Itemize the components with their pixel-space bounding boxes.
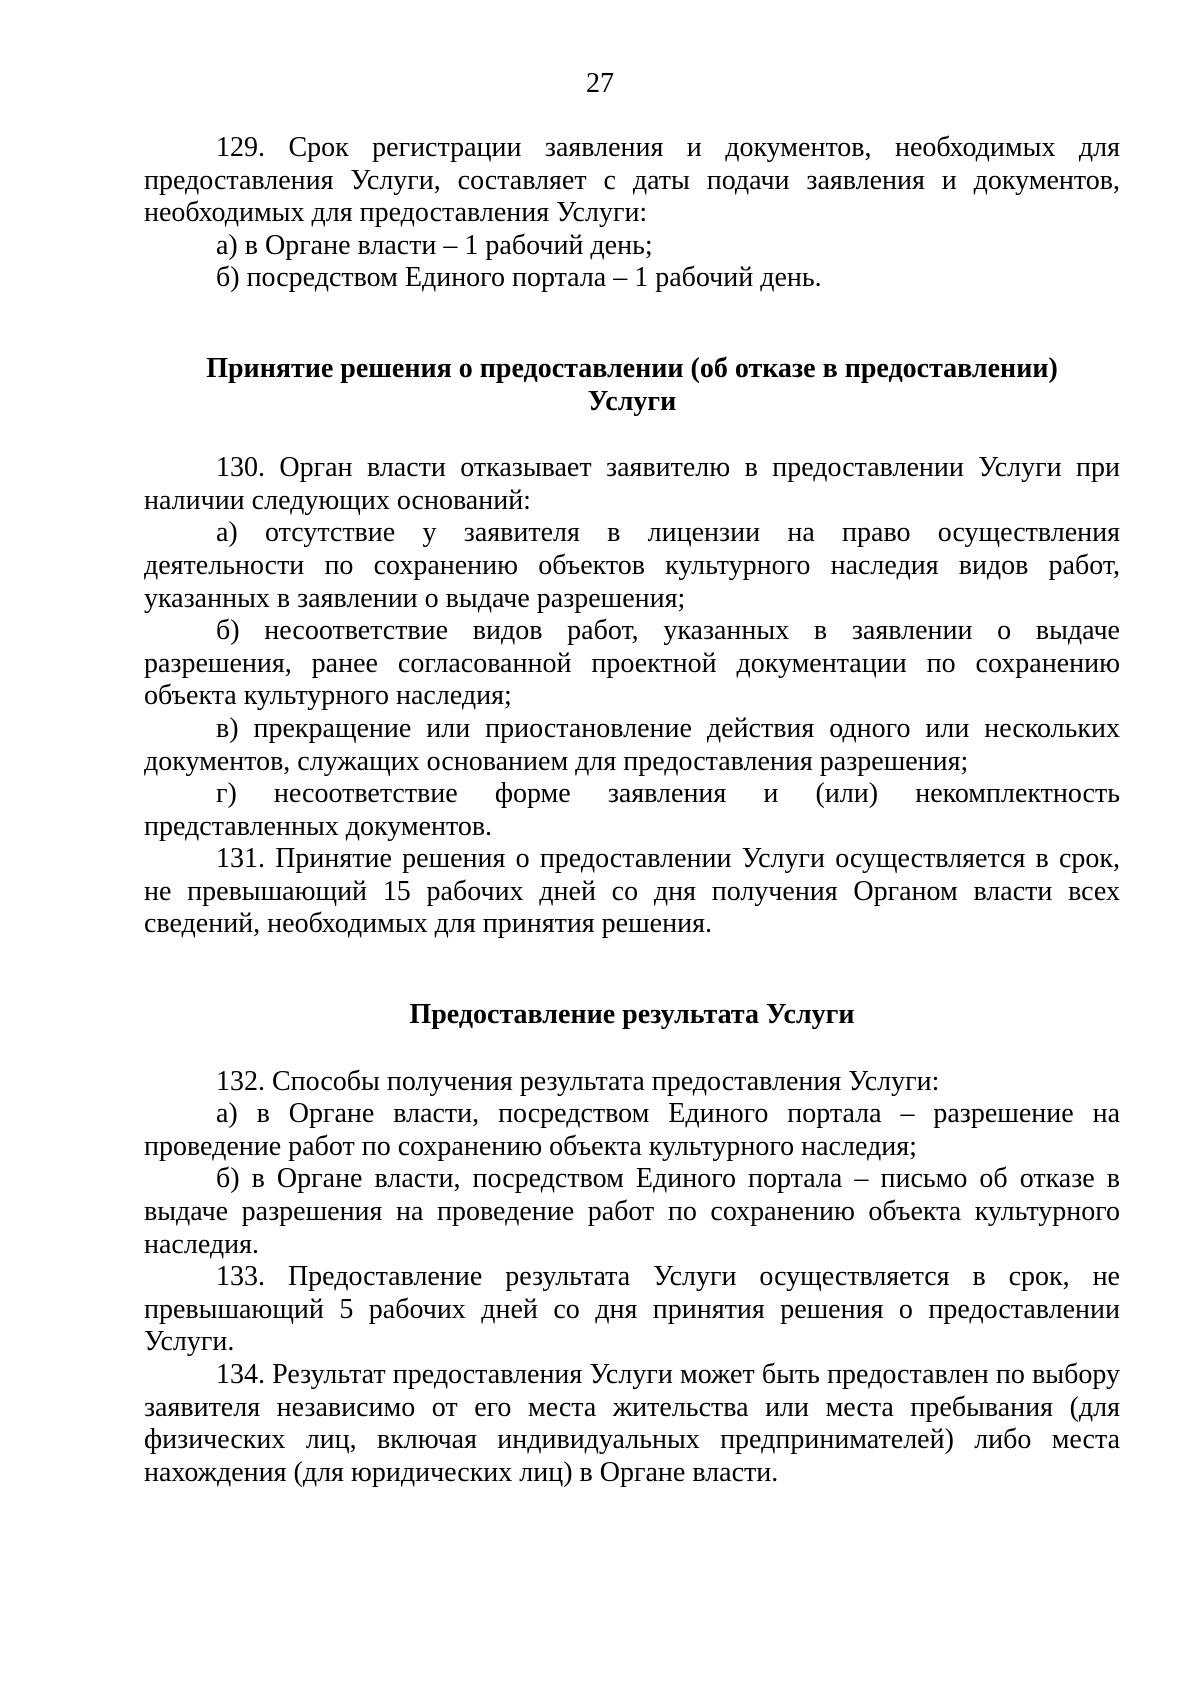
paragraph-130: 130. Орган власти отказывает заявителю в предоставлении Услуги при наличии следующих оснований: [144, 452, 1120, 516]
paragraph-132: 132. Способы получения результата предоставления Услуги: [216, 1065, 940, 1097]
spacer [144, 295, 1120, 353]
spacer [144, 941, 1120, 999]
section-heading-result-line-1: Предоставление результата Услуги [409, 999, 855, 1031]
paragraph-130-g: г) несоответствие форме заявления и (или) некомплектность представленных документов. [144, 778, 1120, 842]
section-heading-decision-line-1: Принятие решения о предоставлении (об отказе в предоставлении) [206, 352, 1058, 384]
spacer [144, 418, 1120, 452]
paragraph-129: 129. Срок регистрации заявления и документов, необходимых для предоставления Услуги, составляет с даты подачи заявления и документов, необходимых для предоставления Услуги: [144, 132, 1120, 229]
paragraph-130-a: а) отсутствие у заявителя в лицензии на право осуществления деятельности по сохранению объектов культурного наследия видов работ, указанных в заявлении о выдаче разрешения; [144, 517, 1120, 614]
paragraph-130-v: в) прекращение или приостановление действия одного или нескольких документов, служащих основанием для предоставления разрешения; [144, 712, 1120, 777]
section-heading-decision [144, 353, 1120, 418]
paragraph-132-a: а) в Органе власти, посредством Единого портала – разрешение на проведение работ по сохранению объекта культурного наследия; [144, 1098, 1120, 1162]
paragraph-131: 131. Принятие решения о предоставлении Услуги осуществляется в срок, не превышающий 15 рабочих дней со дня получения Органом власти всех сведений, необходимых для принятия решения. [144, 843, 1120, 940]
paragraph-129-a: а) в Органе власти – 1 рабочий день; [216, 229, 653, 261]
paragraph-132-b: б) в Органе власти, посредством Единого портала – письмо об отказе в выдаче разрешения на проведение работ по сохранению объекта культурного наследия. [144, 1163, 1120, 1260]
paragraph-134: 134. Результат предоставления Услуги может быть предоставлен по выбору заявителя независимо от его места жительства или места пребывания (для физических лиц, включая индивидуальных предпринимателей) либо места нахождения (для юридических лиц) в Органе власти. [144, 1359, 1120, 1488]
paragraph-130-b: б) несоответствие видов работ, указанных в заявлении о выдаче разрешения, ранее согласованной проектной документации по сохранению объекта культурного наследия; [144, 615, 1120, 712]
document-body [144, 132, 1120, 1489]
page-number: 27 [586, 68, 614, 99]
section-heading-decision-line-2: Услуги [587, 385, 677, 417]
paragraph-133: 133. Предоставление результата Услуги осуществляется в срок, не превышающий 5 рабочих дней со дня принятия решения о предоставлении Услуги. [144, 1261, 1120, 1358]
paragraph-129-b: б) посредством Единого портала – 1 рабочий день. [216, 262, 822, 294]
section-heading-result [144, 999, 1120, 1032]
spacer [144, 1032, 1120, 1066]
